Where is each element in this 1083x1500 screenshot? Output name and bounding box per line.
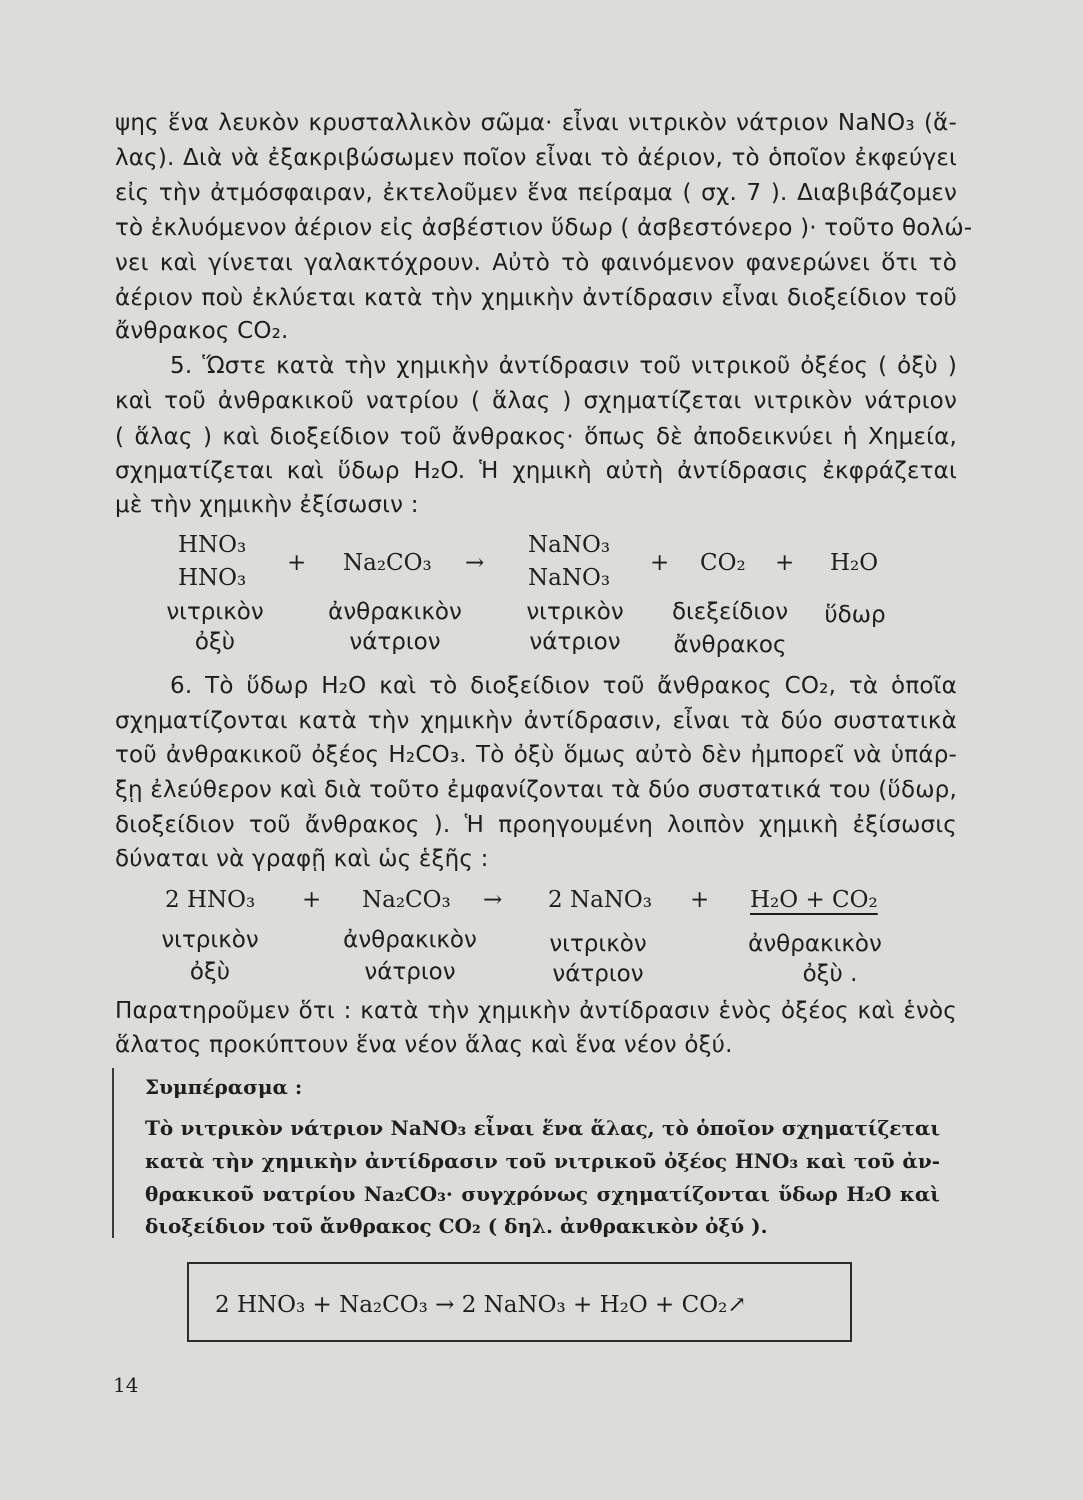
text-line: σχηματίζεται καὶ ὕδωρ H₂O. Ἡ χημικὴ αὐτὴ ἀντίδρασις ἐκφράζεται (115, 458, 957, 484)
equation-label: νιτρικὸν (549, 931, 647, 957)
text-line: ἅλατος προκύπτουν ἕνα νέον ἅλας καὶ ἕνα νέον ὀξύ. (115, 1032, 733, 1058)
conclusion-line: θρακικοῦ νατρίου Na₂CO₃· συγχρόνως σχηματίζονται ὕδωρ H₂O καὶ (145, 1182, 940, 1206)
equation-label: νιτρικὸν (526, 599, 624, 625)
formula-2nano3: 2 NaNO₃ (548, 887, 652, 913)
text-line: μὲ τὴν χημικὴν ἐξίσωσιν : (115, 492, 419, 518)
text-line: 6. Τὸ ὕδωρ H₂O καὶ τὸ διοξείδιον τοῦ ἄνθρακος CO₂, τὰ ὁποῖα (170, 673, 957, 699)
equation-label: ὀξὺ (194, 629, 236, 655)
arrow-right: → (465, 550, 485, 576)
equation-label: ἀνθρακικὸν (343, 927, 477, 953)
text-line: καὶ τοῦ ἀνθρακικοῦ νατρίου ( ἅλας ) σχηματίζεται νιτρικὸν νάτριον (115, 388, 957, 414)
boxed-equation: 2 HNO₃ + Na₂CO₃ → 2 NaNO₃ + H₂O + CO₂↗ (215, 1292, 747, 1318)
formula-h2o-co2: H₂O + CO₂ (750, 887, 878, 913)
text-line: Παρατηροῦμεν ὅτι : κατὰ τὴν χημικὴν ἀντίδρασιν ἑνὸς ὀξέος καὶ ἑνὸς (115, 998, 957, 1024)
conclusion-heading: Συμπέρασμα : (145, 1075, 303, 1099)
formula-h2o: H₂O (830, 550, 879, 576)
equation-label: νιτρικὸν (166, 599, 264, 625)
conclusion-line: διοξείδιον τοῦ ἄνθρακος CO₂ ( δηλ. ἀνθρακικὸν ὀξύ ). (145, 1214, 768, 1238)
conclusion-line: κατὰ τὴν χημικὴν ἀντίδρασιν τοῦ νιτρικοῦ ὀξέος HNO₃ καὶ τοῦ ἀν- (145, 1149, 940, 1173)
text-line: ( ἅλας ) καὶ διοξείδιον τοῦ ἄνθρακος· ὅπως δὲ ἀποδεικνύει ἡ Χημεία, (115, 424, 957, 450)
text-line: ἀέριον ποὺ ἐκλύεται κατὰ τὴν χημικὴν ἀντίδρασιν εἶναι διοξείδιον τοῦ (115, 285, 957, 311)
equation-label: ὕδωρ (824, 602, 886, 628)
text-line: νει καὶ γίνεται γαλακτόχρουν. Αὐτὸ τὸ φαινόμενον φανερώνει ὅτι τὸ (115, 250, 957, 276)
text-line: 5. Ὥστε κατὰ τὴν χημικὴν ἀντίδρασιν τοῦ νιτρικοῦ ὀξέος ( ὀξὺ ) (170, 353, 957, 379)
formula-hno3: HNO₃ (178, 565, 247, 591)
text-line: ξῃ ἐλεύθερον καὶ διὰ τοῦτο ἐμφανίζονται τὰ δύο συστατικά του (ὕδωρ, (115, 777, 957, 803)
equation-label: ἀνθρακικὸν (328, 599, 462, 625)
text-line: ἄνθρακος CO₂. (115, 318, 289, 344)
page-number: 14 (113, 1373, 139, 1397)
text-line: δύναται νὰ γραφῇ καὶ ὡς ἑξῆς : (115, 846, 489, 872)
arrow-right: → (483, 887, 503, 913)
formula-2hno3: 2 HNO₃ (165, 887, 256, 913)
text-line: τὸ ἐκλυόμενον ἀέριον εἰς ἀσβέστιον ὕδωρ ( ἀσβεστόνερο )· τοῦτο θολώ- (115, 215, 973, 241)
plus-sign: + (690, 887, 710, 913)
equation-label: ἄνθρακος (673, 632, 787, 658)
text-line: διοξείδιον τοῦ ἄνθρακος ). Ἡ προηγουμένη λοιπὸν χημικὴ ἐξίσωσις (115, 812, 957, 838)
equation-label: ὀξὺ (189, 959, 231, 985)
plus-sign: + (650, 550, 670, 576)
formula-na2co3: Na₂CO₃ (343, 550, 432, 576)
plus-sign: + (287, 550, 307, 576)
formula-nano3: NaNO₃ (528, 565, 611, 591)
equation-label: ἀνθρακικὸν (748, 931, 882, 957)
plus-sign: + (302, 887, 322, 913)
text-line: σχηματίζονται κατὰ τὴν χημικὴν ἀντίδρασιν, εἶναι τὰ δύο συστατικὰ (115, 708, 957, 734)
conclusion-line: Τὸ νιτρικὸν νάτριον NaNO₃ εἶναι ἕνα ἅλας, τὸ ὁποῖον σχηματίζεται (145, 1116, 940, 1140)
text-line: ψης ἕνα λευκὸν κρυσταλλικὸν σῶμα· εἶναι νιτρικὸν νάτριον NaNO₃ (ἅ- (115, 110, 957, 136)
equation-label: νάτριον (552, 961, 644, 987)
formula-nano3: NaNO₃ (528, 532, 611, 558)
equation-label: νάτριον (529, 629, 621, 655)
equation-label: νάτριον (349, 629, 441, 655)
text-line: τοῦ ἀνθρακικοῦ ὀξέος H₂CO₃. Τὸ ὀξὺ ὅμως αὐτὸ δὲν ἠμπορεῖ νὰ ὑπάρ- (115, 742, 957, 768)
equation-label: νάτριον (364, 959, 456, 985)
equation-label: νιτρικὸν (161, 927, 259, 953)
formula-hno3: HNO₃ (178, 532, 247, 558)
formula-co2: CO₂ (700, 550, 746, 576)
plus-sign: + (775, 550, 795, 576)
equation-label: διεξείδιον (671, 599, 789, 625)
text-line: λας). Διὰ νὰ ἐξακριβώσωμεν ποῖον εἶναι τὸ ἀέριον, τὸ ὁποῖον ἐκφεύγει (115, 145, 957, 171)
formula-na2co3: Na₂CO₃ (362, 887, 451, 913)
text-line: εἰς τὴν ἀτμόσφαιραν, ἐκτελοῦμεν ἕνα πείραμα ( σχ. 7 ). Διαβιβάζομεν (115, 180, 957, 206)
equation-label: ὀξὺ . (802, 961, 858, 987)
conclusion-side-rule (112, 1068, 114, 1238)
